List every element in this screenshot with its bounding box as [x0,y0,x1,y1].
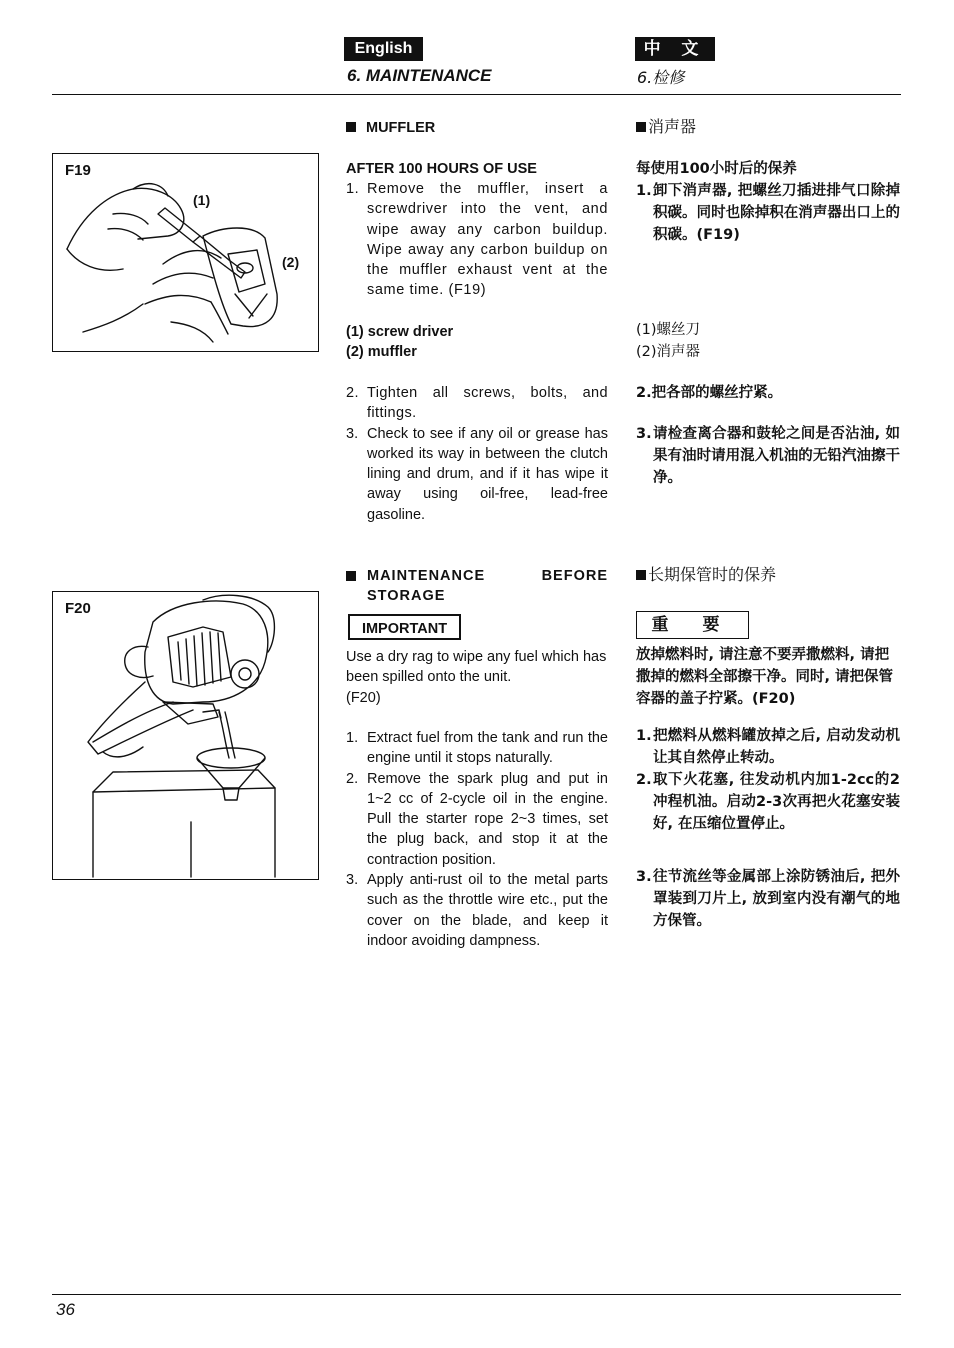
step-text: 卸下消声器, 把螺丝刀插进排气口除掉积碳。同时也除掉积在消声器出口上的积碳。(F19) [653,183,900,243]
storage-intro-en: Use a dry rag to wipe any fuel which has been spilled onto the unit. [346,649,607,686]
footer-rule [52,1294,901,1295]
muffler-heading-en [346,118,608,138]
important-label: IMPORTANT [348,614,461,640]
header-rule [52,94,901,95]
figure-label-f20: F20 [65,600,91,617]
callout-2: (2) [282,254,300,270]
step-number: 2. [346,770,359,787]
step-text: 请检查离合器和鼓轮之间是否沾油, 如果有油时请用混入机油的无铅汽油擦干净。 [653,426,900,486]
step-number: 3. [346,425,359,442]
list-item [636,180,900,246]
step-number: 2. [346,385,359,401]
step-number: 2. [636,772,652,788]
list-item [346,383,608,424]
storage-heading-zh-text: 长期保管时的保养 [648,565,777,584]
step-text: Remove the spark plug and put in 1~2 cc of 2-cycle oil in the engine. Pull the starter rope 2~3 times, set the plug back, and stop it at the contraction position. [367,770,608,868]
important-label-zh: 重 要 [636,611,749,639]
step-text: 把燃料从燃料罐放掉之后, 启动发动机让其自然停止转动。 [653,728,900,766]
list-item [346,179,608,301]
page-number: 36 [56,1300,75,1319]
list-item [346,424,608,525]
muffler-subheading-zh: 每使用100小时后的保养 [636,161,797,177]
figure-f19 [52,153,319,352]
list-item [636,769,900,835]
step-number: 3. [636,426,652,442]
muffler-heading-zh-text: 消声器 [648,117,697,136]
step-number: 1. [346,181,360,197]
fuel-draining-illustration [53,592,318,879]
muffler-steps-2-3-en [346,383,608,525]
step-number: 1. [636,183,652,199]
figure-f20 [52,591,319,880]
storage-heading-text: MAINTENANCE BEFORE STORAGE [367,568,608,605]
callout-1: (1) [193,192,211,208]
list-item [346,870,608,951]
step-number: 3. [636,869,652,885]
list-item [636,866,900,932]
storage-intro-ref-en: (F20) [346,690,381,706]
step-text: Remove the muffler, insert a screwdriver into the vent, and wipe away any carbon buildup. Wipe away any carbon buildup on the muffler exhaust vent at the same time. (F19) [367,181,608,299]
language-tab-chinese: 中 文 [635,37,715,61]
legend-zh-1: (1)螺丝刀 [636,322,701,338]
section-title-chinese: 6.检修 [637,68,685,87]
muffler-heading-zh [636,116,900,138]
bullet-square [346,122,356,132]
legend-zh-2: (2)消声器 [636,344,701,360]
legend-screw-driver: (1) screw driver [346,324,454,340]
muffler-step1-en [346,179,608,301]
storage-steps-en [346,728,608,951]
bullet-square [636,570,646,580]
storage-intro-zh: 放掉燃料时, 请注意不要弄撒燃料, 请把撒掉的燃料全部擦干净。同时, 请把保管容器的盖子拧紧。(F20) [636,647,894,707]
legend-muffler: (2) muffler [346,344,417,360]
section-title-english: 6. MAINTENANCE [347,66,492,85]
step-text: Check to see if any oil or grease has worked its way in between the clutch lining and drum, and if it has wipe it away using oil-free, lead-free gasoline. [367,425,608,523]
list-item [346,728,608,769]
storage-steps-zh-3 [636,866,900,932]
muffler-subheading-en: AFTER 100 HOURS OF USE [346,161,537,177]
step-text: Extract fuel from the tank and run the engine until it stops naturally. [367,730,608,767]
step-text: Apply anti-rust oil to the metal parts such as the throttle wire etc., put the cover on the blade, and keep it indoor avoiding dampness. [367,872,608,949]
list-item [636,725,900,769]
step-number: 1. [636,728,652,744]
language-tab-english: English [344,37,423,61]
step-text: Tighten all screws, bolts, and fittings. [367,385,608,422]
list-item [636,423,900,489]
bullet-square [346,571,356,581]
step-number: 1. [346,730,359,746]
muffler-heading-text: MUFFLER [366,120,436,136]
muffler-illustration [53,154,318,351]
bullet-square [636,122,646,132]
step-number: 3. [346,872,359,889]
storage-steps-zh-1-2 [636,725,900,835]
storage-heading-en [346,566,608,607]
muffler-step2-zh: 2.把各部的螺丝拧紧。 [636,385,783,401]
step-text: 往节流丝等金属部上涂防锈油后, 把外罩装到刀片上, 放到室内没有潮气的地方保管。 [653,869,900,929]
muffler-step1-zh [636,180,900,246]
storage-heading-zh [636,564,900,586]
figure-label-f19: F19 [65,162,91,179]
step-text: 取下火花塞, 往发动机内加1-2cc的2冲程机油。启动2-3次再把火花塞安装好, 在压缩位置停止。 [653,772,900,832]
list-item [346,769,608,870]
muffler-step3-zh [636,423,900,489]
